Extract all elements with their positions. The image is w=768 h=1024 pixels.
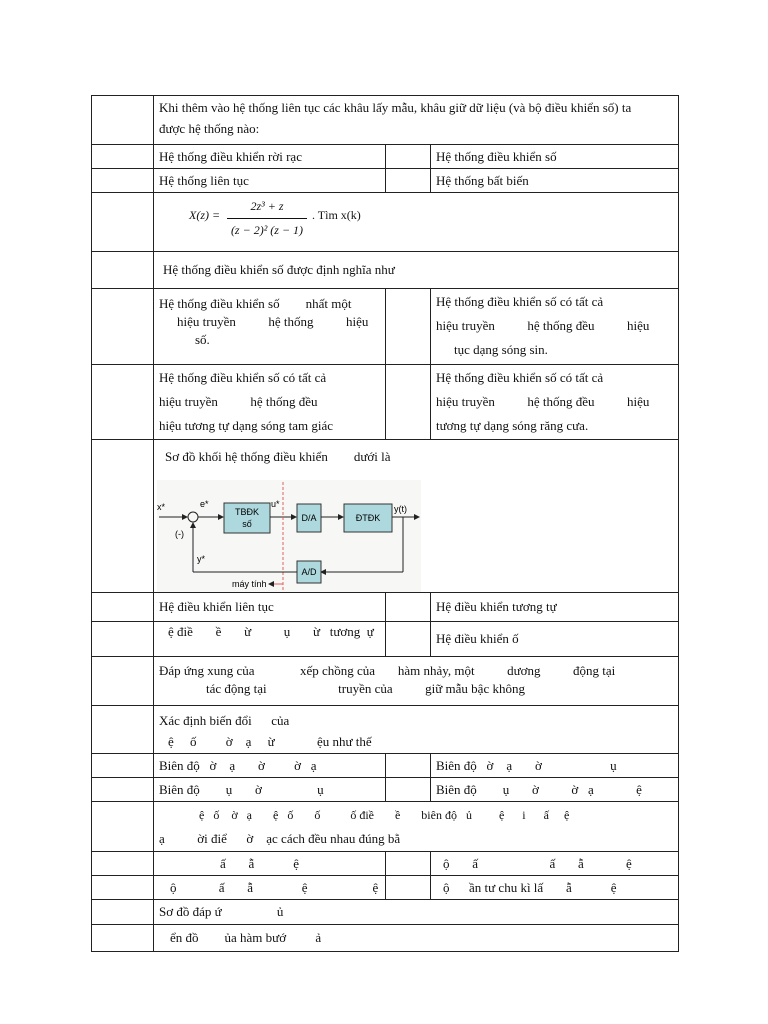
q6-sub: ệ ố ờ ạ ừ ệu như thế: [168, 734, 372, 749]
q7-option-b[interactable]: ộ ấ ấ ẫ ệ: [431, 852, 679, 876]
question-table: [91, 95, 679, 952]
q6-options-row-2: [92, 778, 679, 802]
adc-label: A/D: [301, 567, 317, 577]
q1-question-line1: Khi thêm vào hệ thống liên tục các khâu lấy mẫu, khâu giữ dữ liệu (và bộ điều khiển số) ta: [159, 100, 632, 115]
q4-option-c[interactable]: ệ điề ề ừ ụ ừ tương ự: [154, 622, 386, 657]
u-label: u*: [271, 499, 280, 509]
q1-option-a[interactable]: Hệ thống điều khiển rời rạc: [154, 145, 386, 169]
block-diagram: [157, 480, 421, 592]
dac-label: D/A: [301, 513, 317, 523]
q4-question-row: [92, 440, 679, 593]
q1-question-row: [92, 96, 679, 145]
q6-option-d[interactable]: Biên độ ụ ờ ờ ạ ệ: [431, 778, 679, 802]
q3-option-a-line1: Hệ thống điều khiển số nhất một: [159, 296, 352, 311]
q7-options-row-1: [92, 852, 679, 876]
q5-question: [154, 657, 679, 706]
q7-line1: ệ ố ờ ạ ệ ố ố ố điề ề biên độ ủ ệ i ấ ệ: [199, 808, 570, 822]
q8-sub-row: [92, 925, 679, 952]
q1-question-line2: được hệ thống nào:: [159, 121, 260, 136]
q7-question: [154, 802, 679, 852]
q8-question: Sơ đồ đáp ứ ủ: [154, 900, 679, 925]
q8-sub: ển đồ ủa hàm bướ ả: [154, 925, 679, 952]
q3-option-b[interactable]: [431, 289, 679, 365]
q3-option-b-line3: tục dạng sóng sin.: [454, 342, 548, 357]
q7-option-c[interactable]: ộ ấ ẫ ệ ệ: [154, 876, 386, 900]
q6-options-row-1: [92, 754, 679, 778]
q7-option-a[interactable]: ấ ẫ ệ: [154, 852, 386, 876]
q4-question: [154, 440, 679, 593]
q4-options-row-1: [92, 593, 679, 622]
q6-question-text: Xác định biến đổi của: [159, 713, 290, 728]
q4-options-row-2: [92, 622, 679, 657]
q3-option-d-line2: hiệu truyền hệ thống đều hiệu: [436, 394, 650, 409]
q4-question-text: Sơ đồ khối hệ thống điều khiển dưới là: [165, 449, 391, 464]
q3-option-d-line1: Hệ thống điều khiển số có tất cả: [436, 370, 604, 385]
q3-options-row-1: [92, 289, 679, 365]
formula-numerator: 2z³ + z: [227, 196, 307, 219]
q5-question-row: [92, 657, 679, 706]
formula-denominator: (z − 2)² (z − 1): [230, 223, 304, 237]
q6-question: [154, 706, 679, 754]
q8-question-row: [92, 900, 679, 925]
output-label: y(t): [394, 504, 407, 514]
formula-task: . Tìm x(k): [312, 208, 361, 222]
q5-line1: Đáp ứng xung của xếp chồng của hàm nhảy, một dương động tại: [159, 663, 616, 678]
q2-formula: [154, 193, 679, 252]
q7-option-d[interactable]: ộ ần tư chu kì lấ ẫ ệ: [431, 876, 679, 900]
computer-label: máy tính: [232, 579, 267, 589]
q3-option-a-line3: số.: [195, 332, 210, 347]
q1-options-row-1: [92, 145, 679, 169]
q6-option-b[interactable]: Biên độ ờ ạ ờ ụ: [431, 754, 679, 778]
q3-option-c-line2: hiệu truyền hệ thống đều: [159, 394, 318, 409]
q1-option-d[interactable]: Hệ thống bất biến: [431, 169, 679, 193]
q1-options-row-2: [92, 169, 679, 193]
q4-option-d[interactable]: Hệ điều khiển ố: [431, 622, 679, 657]
q7-line2: ạ ời điể ờ ạc cách đều nhau đúng bằ: [159, 831, 401, 846]
formula-fraction: [227, 196, 307, 241]
controller-label: TBĐK: [234, 507, 260, 517]
q7-question-row: [92, 802, 679, 852]
summing-junction: [188, 512, 198, 522]
question-sheet: [91, 95, 678, 952]
q1-option-c[interactable]: Hệ thống liên tục: [154, 169, 386, 193]
q3-option-c-line3: hiệu tương tự dạng sóng tam giác: [159, 418, 334, 433]
q4-option-b[interactable]: Hệ điều khiển tương tự: [431, 593, 679, 622]
q7-options-row-2: [92, 876, 679, 900]
q3-option-a-line2: hiệu truyền hệ thống hiệu: [177, 314, 369, 329]
formula-lhs: X(z) =: [189, 208, 224, 222]
x-label: x*: [157, 502, 166, 512]
q6-question-row: [92, 706, 679, 754]
minus-label: (-): [175, 529, 184, 539]
q6-option-c[interactable]: Biên độ ụ ờ ụ: [154, 778, 386, 802]
plant-label: ĐTĐK: [355, 513, 381, 523]
q1-question: [154, 96, 679, 145]
q1-number-cell: [92, 96, 154, 145]
q6-option-a[interactable]: Biên độ ờ ạ ờ ờ ạ: [154, 754, 386, 778]
q3-options-row-2: [92, 365, 679, 440]
q3-option-b-line1: Hệ thống điều khiển số có tất cả: [436, 294, 604, 309]
y-feedback-label: y*: [197, 554, 206, 564]
q3-question-row: [92, 252, 679, 289]
q3-option-a[interactable]: [154, 289, 386, 365]
q3-question: Hệ thống điều khiển số được định nghĩa như: [154, 252, 679, 289]
q2-row: [92, 193, 679, 252]
q3-option-c[interactable]: [154, 365, 386, 440]
q1-option-b[interactable]: Hệ thống điều khiển số: [431, 145, 679, 169]
block-diagram-svg: [157, 480, 421, 592]
e-label: e*: [200, 499, 209, 509]
q1-option-mid: [386, 145, 431, 169]
q3-option-d-line3: tương tự dạng sóng răng cưa.: [436, 418, 589, 433]
q4-option-a[interactable]: Hệ điều khiển liên tục: [154, 593, 386, 622]
controller-label-2: số: [242, 519, 252, 529]
q3-option-d[interactable]: [431, 365, 679, 440]
q5-line2: tác động tại truyền của giữ mẫu bậc không: [206, 681, 525, 696]
q3-option-b-line2: hiệu truyền hệ thống đều hiệu: [436, 318, 650, 333]
q3-option-c-line1: Hệ thống điều khiển số có tất cả: [159, 370, 327, 385]
